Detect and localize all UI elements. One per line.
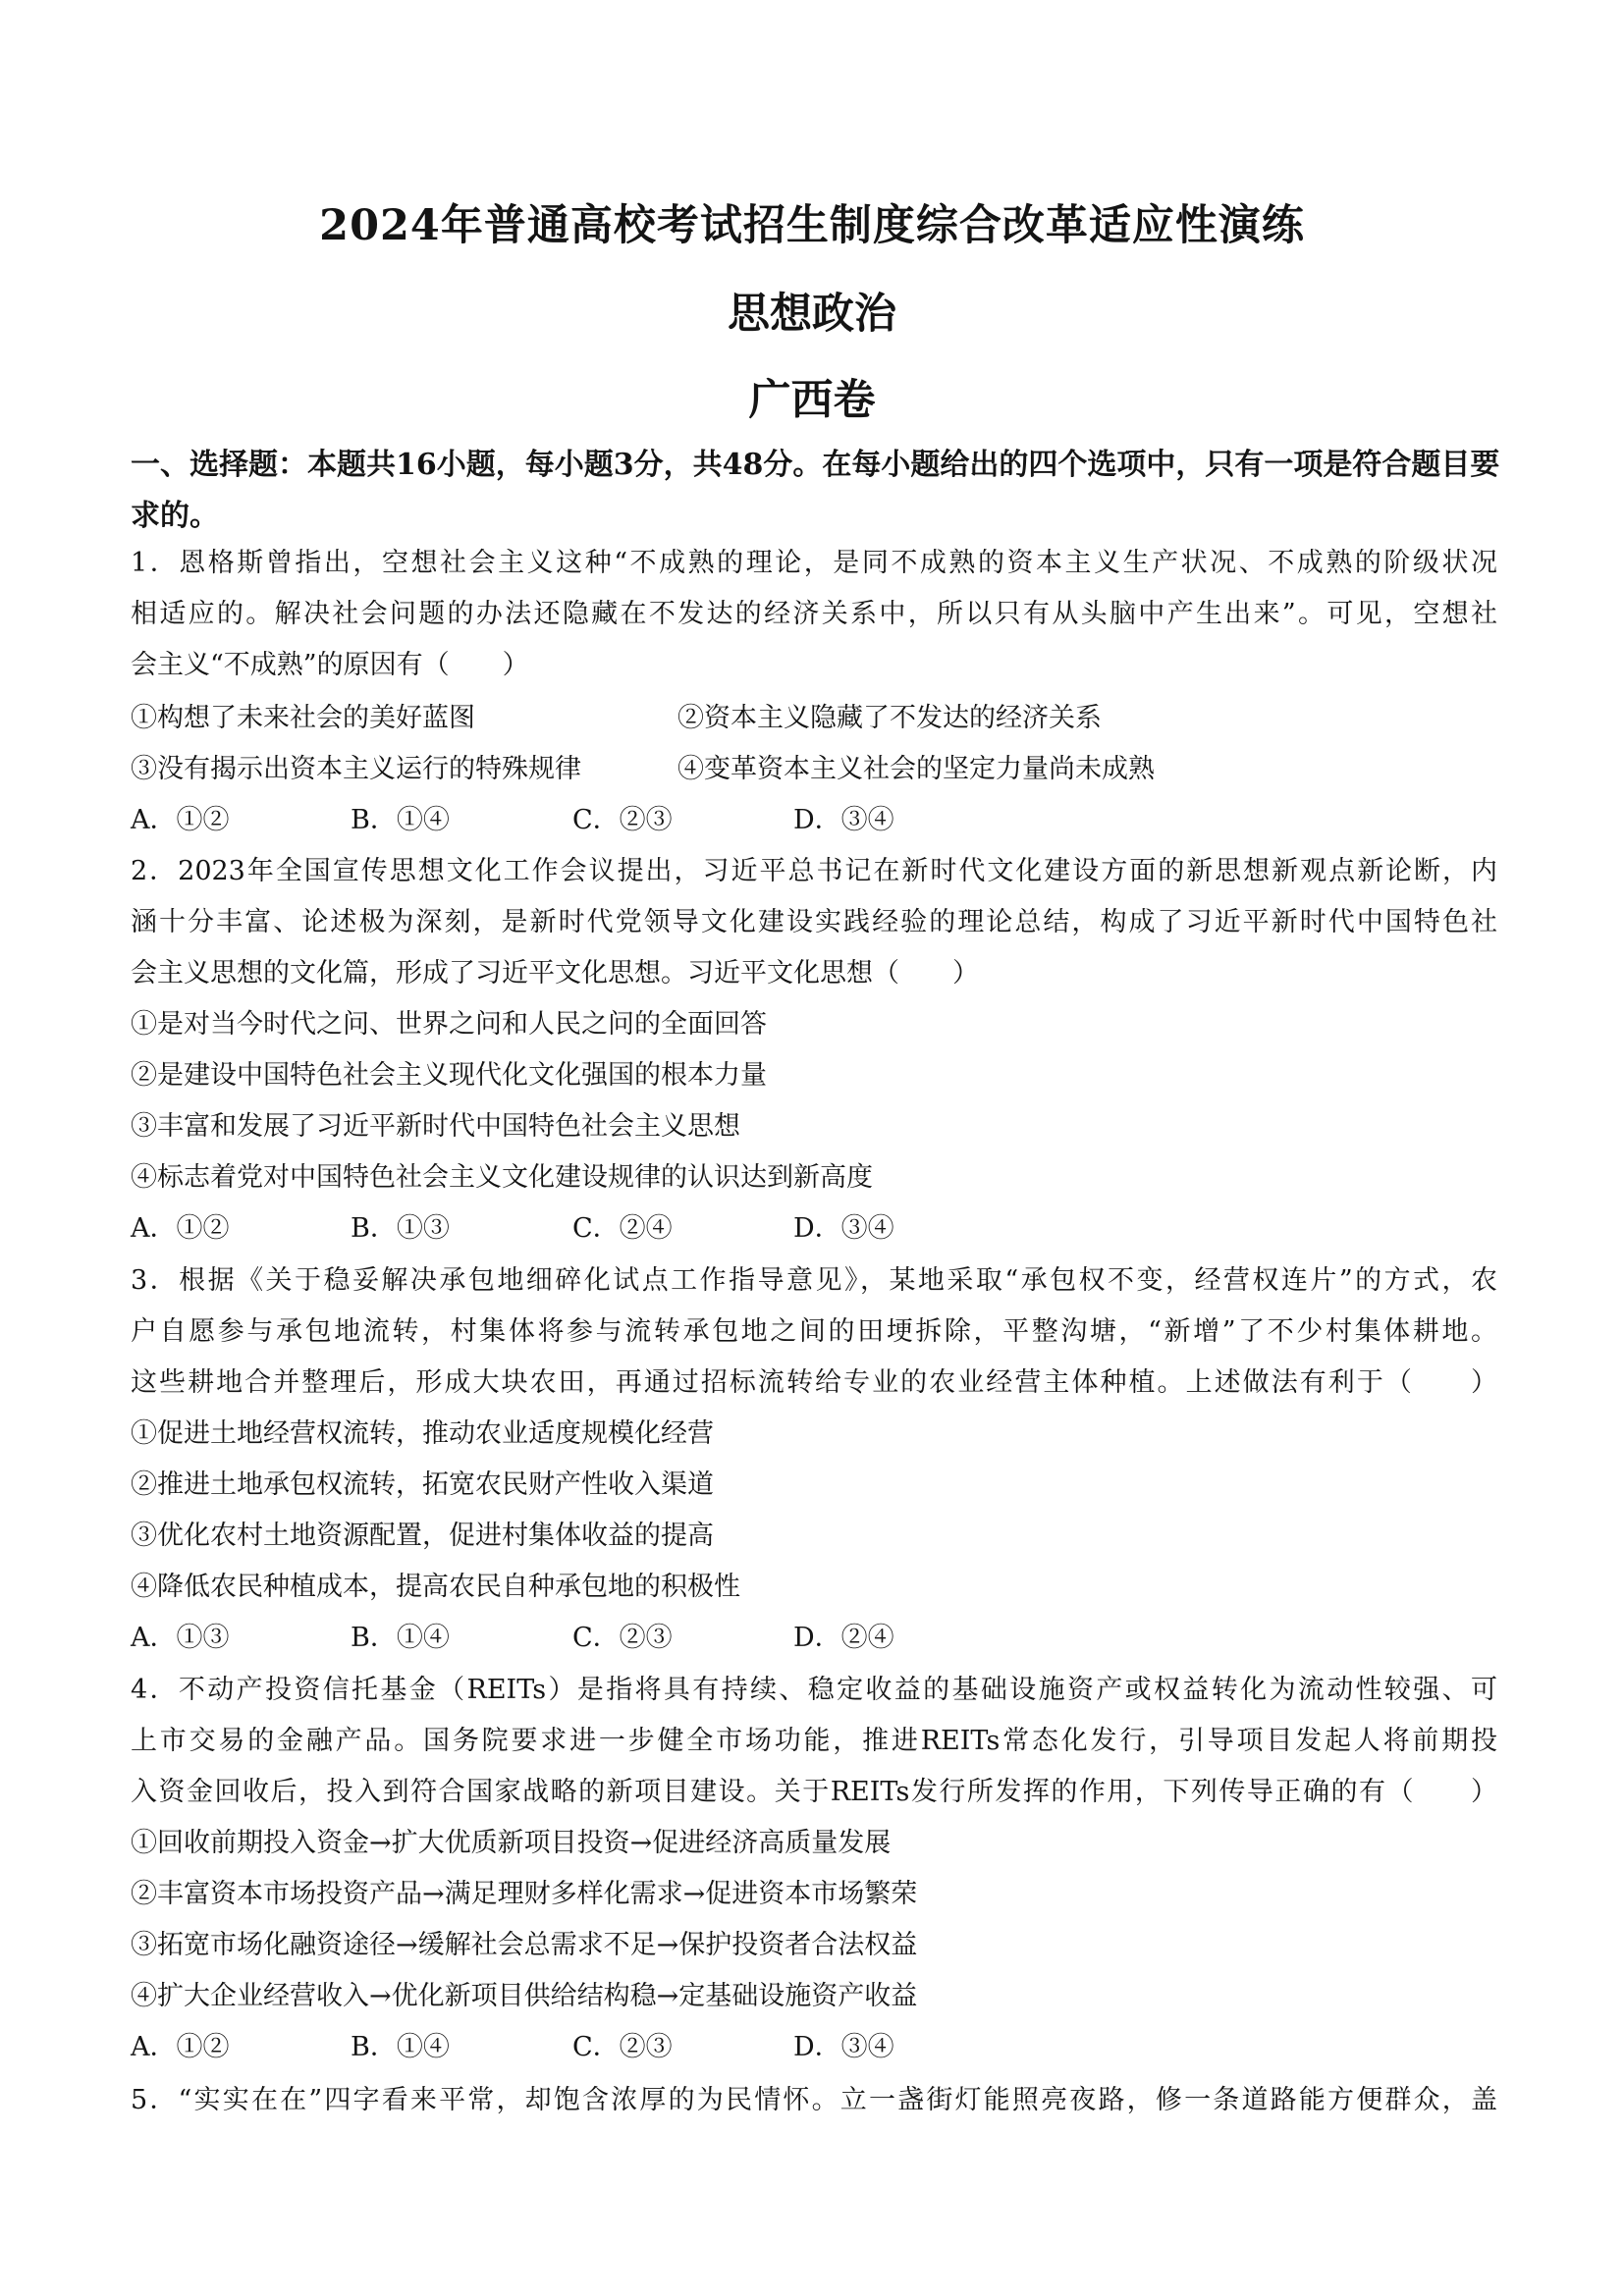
q3-statement: ②推进土地承包权流转，拓宽农民财产性收入渠道 [131, 1469, 714, 1500]
q2-statement: ①是对当今时代之问、世界之问和人民之问的全面回答 [131, 1009, 767, 1040]
q3-choice-d[interactable]: D．②④ [793, 1623, 894, 1653]
q1-choice-d[interactable]: D．③④ [793, 805, 894, 835]
q3-statement: ③优化农村土地资源配置，促进村集体收益的提高 [131, 1521, 714, 1551]
exam-region: 广西卷 [748, 376, 876, 425]
section-heading: 一、选择题：本题共16小题，每小题3分，共48分。在每小题给出的四个选项中，只有一项是符合题目要求的。 [131, 448, 1500, 533]
q3-choice-b[interactable]: B．①④ [351, 1623, 450, 1653]
q4-statement: ③拓宽市场化融资途径→缓解社会总需求不足→保护投资者合法权益 [131, 1930, 918, 1960]
q3-stem-line: 3．根据《关于稳妥解决承包地细碎化试点工作指导意见》，某地采取“承包权不变，经营权连片”的方式，农 [131, 1265, 1497, 1296]
q4-stem-line: 4．不动产投资信托基金（REITs）是指将具有持续、稳定收益的基础设施资产或权益转化为流动性较强、可 [131, 1675, 1497, 1705]
q3-choice-c[interactable]: C．②③ [572, 1623, 673, 1653]
q2-choice-d[interactable]: D．③④ [793, 1213, 894, 1244]
q1-statement: ①构想了未来社会的美好蓝图 [131, 703, 475, 733]
q1-statement: ②资本主义隐藏了不发达的经济关系 [677, 703, 1102, 733]
q1-choice-c[interactable]: C．②③ [572, 805, 673, 835]
q2-statement: ④标志着党对中国特色社会主义文化建设规律的认识达到新高度 [131, 1162, 873, 1193]
q1-stem-line: 相适应的。解决社会问题的办法还隐藏在不发达的经济关系中，所以只有从头脑中产生出来”。可见，空想社 [131, 599, 1497, 629]
q2-stem-line: 会主义思想的文化篇，形成了习近平文化思想。习近平文化思想（ ） [131, 958, 979, 988]
q4-statement: ②丰富资本市场投资产品→满足理财多样化需求→促进资本市场繁荣 [131, 1879, 918, 1909]
q1-statement: ④变革资本主义社会的坚定力量尚未成熟 [677, 754, 1155, 784]
q5-stem-line: 5．“实实在在”四字看来平常，却饱含浓厚的为民情怀。立一盏街灯能照亮夜路，修一条道路能方便群众，盖 [131, 2085, 1497, 2115]
q2-choice-a[interactable]: A．①② [131, 1213, 230, 1244]
q1-stem-line: 会主义“不成熟”的原因有（ ） [131, 650, 529, 680]
q2-statement: ③丰富和发展了习近平新时代中国特色社会主义思想 [131, 1111, 740, 1142]
q4-choice-d[interactable]: D．③④ [793, 2032, 894, 2062]
q2-statement: ②是建设中国特色社会主义现代化文化强国的根本力量 [131, 1060, 767, 1091]
q1-statement: ③没有揭示出资本主义运行的特殊规律 [131, 754, 581, 784]
q3-stem-line: 户自愿参与承包地流转，村集体将参与流转承包地之间的田埂拆除，平整沟塘，“新增”了不少村集体耕地。 [131, 1316, 1497, 1347]
q3-statement: ④降低农民种植成本，提高农民自种承包地的积极性 [131, 1572, 740, 1602]
q3-statement: ①促进土地经营权流转，推动农业适度规模化经营 [131, 1418, 714, 1449]
exam-title: 2024年普通高校考试招生制度综合改革适应性演练 [319, 201, 1305, 250]
q3-stem-line: 这些耕地合并整理后，形成大块农田，再通过招标流转给专业的农业经营主体种植。上述做法有利于（ ） [131, 1367, 1497, 1398]
q1-stem-line: 1．恩格斯曾指出，空想社会主义这种“不成熟的理论，是同不成熟的资本主义生产状况、不成熟的阶级状况 [131, 548, 1497, 578]
q4-choice-b[interactable]: B．①④ [351, 2032, 450, 2062]
q1-choice-b[interactable]: B．①④ [351, 805, 450, 835]
q4-choice-a[interactable]: A．①② [131, 2032, 230, 2062]
exam-subject: 思想政治 [728, 290, 896, 339]
q2-stem-line: 涵十分丰富、论述极为深刻，是新时代党领导文化建设实践经验的理论总结，构成了习近平新时代中国特色社 [131, 907, 1497, 937]
q2-choice-c[interactable]: C．②④ [572, 1213, 673, 1244]
q4-statement: ①回收前期投入资金→扩大优质新项目投资→促进经济高质量发展 [131, 1828, 892, 1858]
q4-stem-line: 上市交易的金融产品。国务院要求进一步健全市场功能，推进REITs常态化发行，引导项目发起人将前期投 [131, 1726, 1497, 1756]
q2-choice-b[interactable]: B．①③ [351, 1213, 450, 1244]
q2-stem-line: 2．2023年全国宣传思想文化工作会议提出，习近平总书记在新时代文化建设方面的新思想新观点新论断，内 [131, 856, 1497, 886]
q4-stem-line: 入资金回收后，投入到符合国家战略的新项目建设。关于REITs发行所发挥的作用，下列传导正确的有（ ） [131, 1777, 1497, 1807]
q3-choice-a[interactable]: A．①③ [131, 1623, 230, 1653]
q1-choice-a[interactable]: A．①② [131, 805, 230, 835]
q4-statement: ④扩大企业经营收入→优化新项目供给结构稳→定基础设施资产收益 [131, 1981, 918, 2011]
q4-choice-c[interactable]: C．②③ [572, 2032, 673, 2062]
